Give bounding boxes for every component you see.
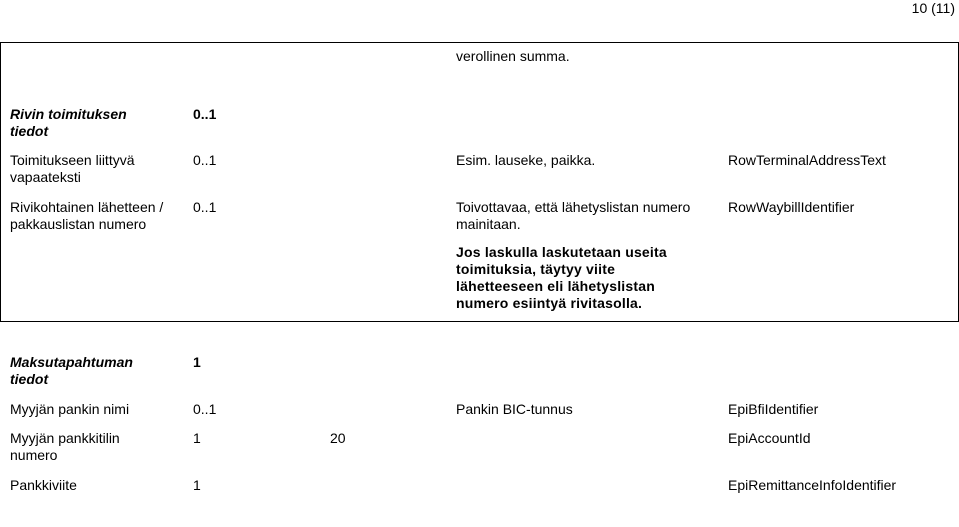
table-cell-description: mainitaan. — [456, 216, 521, 232]
group-label: Rivin toimituksen — [10, 106, 127, 122]
table-cell-cardinality: 1 — [193, 430, 201, 446]
table-cell-cardinality: 0..1 — [193, 152, 217, 168]
table-cell-label: numero — [10, 447, 58, 463]
table-cell-description: Esim. lauseke, paikka. — [456, 152, 596, 168]
table-cell-label: pakkauslistan numero — [10, 216, 147, 232]
table-cell-cardinality: 1 — [193, 477, 201, 493]
table-rule — [0, 42, 959, 43]
table-rule — [0, 42, 1, 321]
table-cell-description: Pankin BIC-tunnus — [456, 401, 573, 417]
table-cell-note: Jos laskulla laskutetaan useita — [456, 244, 667, 260]
table-cell-label: Rivikohtainen lähetteen / — [10, 199, 164, 215]
table-cell-description: Toivottavaa, että lähetyslistan numero — [456, 199, 691, 215]
table-cell-cardinality: 0..1 — [193, 106, 217, 122]
page-number: 10 (11) — [911, 0, 955, 16]
table-cell-note: lähetteeseen eli lähetyslistan — [456, 278, 655, 294]
group-label: Maksutapahtuman — [10, 354, 133, 370]
table-cell-label: Toimitukseen liittyvä — [10, 152, 135, 168]
table-cell-element: EpiAccountId — [728, 430, 811, 446]
table-cell-note: toimituksia, täytyy viite — [456, 261, 616, 277]
table-cell-cardinality: 0..1 — [193, 199, 217, 215]
table-cell-label: Myyjän pankkitilin — [10, 430, 120, 446]
group-label: tiedot — [10, 123, 49, 139]
table-cell-element: RowTerminalAddressText — [728, 152, 886, 168]
table-cell-cardinality: 0..1 — [193, 401, 217, 417]
table-cell-description: verollinen summa. — [456, 48, 570, 64]
group-label: tiedot — [10, 371, 49, 387]
table-cell-element: EpiRemittanceInfoIdentifier — [728, 477, 897, 493]
table-cell-cardinality: 1 — [193, 354, 201, 370]
table-cell-note: numero esiintyä rivitasolla. — [456, 295, 643, 311]
table-cell-length: 20 — [330, 430, 346, 446]
table-cell-label: Myyjän pankin nimi — [10, 401, 130, 417]
table-cell-label: vapaateksti — [10, 169, 81, 185]
table-rule — [0, 321, 959, 322]
table-cell-element: EpiBfiIdentifier — [728, 401, 819, 417]
table-cell-label: Pankkiviite — [10, 477, 77, 493]
table-cell-element: RowWaybillIdentifier — [728, 199, 855, 215]
